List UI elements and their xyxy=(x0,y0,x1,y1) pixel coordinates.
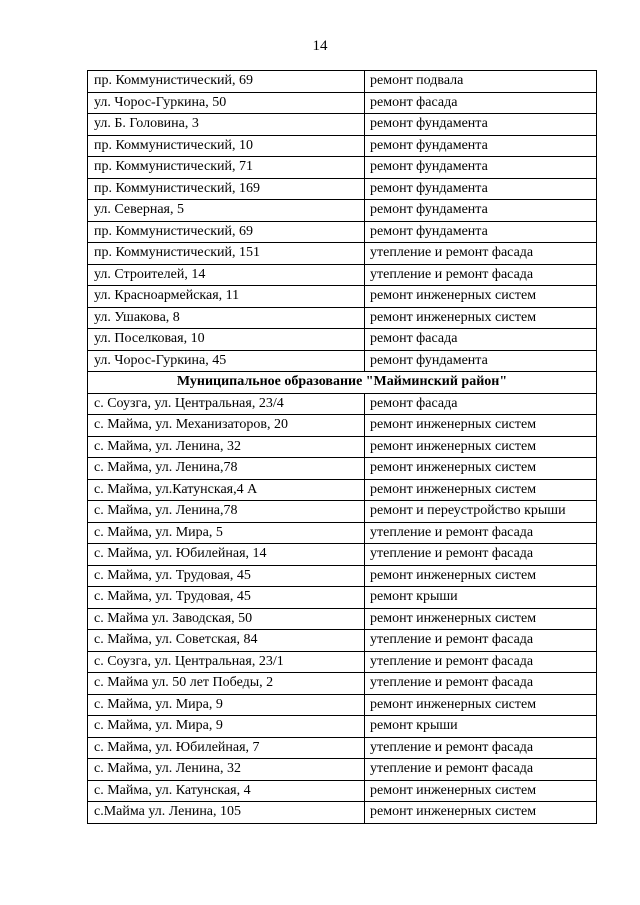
work-type-cell: утепление и ремонт фасада xyxy=(365,522,597,544)
table-row xyxy=(88,673,597,695)
table-row xyxy=(88,415,597,437)
table-row xyxy=(88,630,597,652)
table-row xyxy=(88,307,597,329)
table-row xyxy=(88,694,597,716)
work-type-cell: ремонт фундамента xyxy=(365,178,597,200)
work-type-cell: ремонт инженерных систем xyxy=(365,694,597,716)
address-cell: ул. Ушакова, 8 xyxy=(88,307,365,329)
address-cell: пр. Коммунистический, 69 xyxy=(88,71,365,93)
page-number: 14 xyxy=(312,38,328,54)
work-type-cell: утепление и ремонт фасада xyxy=(365,673,597,695)
table-row xyxy=(88,393,597,415)
work-type-cell: утепление и ремонт фасада xyxy=(365,264,597,286)
table-row xyxy=(88,522,597,544)
work-type-cell: ремонт фасада xyxy=(365,329,597,351)
address-cell: с. Майма, ул.Катунская,4 А xyxy=(88,479,365,501)
address-cell: с. Майма, ул. Ленина, 32 xyxy=(88,436,365,458)
table-row xyxy=(88,264,597,286)
table-row xyxy=(88,565,597,587)
address-cell: ул. Б. Головина, 3 xyxy=(88,114,365,136)
address-cell: с. Майма, ул. Ленина,78 xyxy=(88,458,365,480)
work-type-cell: ремонт подвала xyxy=(365,71,597,93)
address-cell: ул. Северная, 5 xyxy=(88,200,365,222)
work-type-cell: ремонт инженерных систем xyxy=(365,307,597,329)
section-heading: Муниципальное образование "Майминский район" xyxy=(88,372,597,394)
address-cell: с. Майма, ул. Ленина, 32 xyxy=(88,759,365,781)
address-cell: с. Майма, ул. Юбилейная, 7 xyxy=(88,737,365,759)
work-type-cell: утепление и ремонт фасада xyxy=(365,243,597,265)
address-cell: с. Майма, ул. Трудовая, 45 xyxy=(88,587,365,609)
address-cell: с. Соузга, ул. Центральная, 23/4 xyxy=(88,393,365,415)
table-row xyxy=(88,608,597,630)
work-type-cell: ремонт инженерных систем xyxy=(365,415,597,437)
work-type-cell: ремонт крыши xyxy=(365,587,597,609)
address-cell: с. Майма, ул. Механизаторов, 20 xyxy=(88,415,365,437)
table-row xyxy=(88,759,597,781)
work-type-cell: ремонт инженерных систем xyxy=(365,458,597,480)
table-body xyxy=(88,71,597,824)
table-row xyxy=(88,458,597,480)
address-cell: пр. Коммунистический, 169 xyxy=(88,178,365,200)
address-cell: ул. Чорос-Гуркина, 45 xyxy=(88,350,365,372)
table-row xyxy=(88,92,597,114)
work-type-cell: утепление и ремонт фасада xyxy=(365,759,597,781)
address-cell: ул. Строителей, 14 xyxy=(88,264,365,286)
table-row xyxy=(88,221,597,243)
address-cell: с. Майма, ул. Юбилейная, 14 xyxy=(88,544,365,566)
table-row xyxy=(88,200,597,222)
address-cell: с. Майма ул. 50 лет Победы, 2 xyxy=(88,673,365,695)
address-cell: с.Майма ул. Ленина, 105 xyxy=(88,802,365,824)
table-row xyxy=(88,286,597,308)
address-cell: пр. Коммунистический, 10 xyxy=(88,135,365,157)
work-type-cell: ремонт инженерных систем xyxy=(365,479,597,501)
work-type-cell: утепление и ремонт фасада xyxy=(365,651,597,673)
work-type-cell: ремонт инженерных систем xyxy=(365,436,597,458)
work-type-cell: ремонт крыши xyxy=(365,716,597,738)
work-type-cell: утепление и ремонт фасада xyxy=(365,630,597,652)
table-row xyxy=(88,501,597,523)
table-row xyxy=(88,587,597,609)
table-row xyxy=(88,780,597,802)
table-row xyxy=(88,350,597,372)
table-row xyxy=(88,243,597,265)
work-type-cell: утепление и ремонт фасада xyxy=(365,737,597,759)
address-cell: с. Майма, ул. Мира, 9 xyxy=(88,694,365,716)
work-type-cell: ремонт инженерных систем xyxy=(365,286,597,308)
address-cell: с. Майма, ул. Мира, 5 xyxy=(88,522,365,544)
work-type-cell: ремонт фундамента xyxy=(365,135,597,157)
table-row xyxy=(88,544,597,566)
address-cell: с. Майма ул. Заводская, 50 xyxy=(88,608,365,630)
address-cell: пр. Коммунистический, 151 xyxy=(88,243,365,265)
work-type-cell: ремонт инженерных систем xyxy=(365,802,597,824)
table-row xyxy=(88,716,597,738)
section-heading-row xyxy=(88,372,597,394)
table-row xyxy=(88,436,597,458)
address-cell: с. Майма, ул. Советская, 84 xyxy=(88,630,365,652)
work-type-cell: ремонт фасада xyxy=(365,393,597,415)
repair-works-table xyxy=(87,70,597,824)
table-row xyxy=(88,329,597,351)
work-type-cell: утепление и ремонт фасада xyxy=(365,544,597,566)
table-row xyxy=(88,157,597,179)
address-cell: с. Майма, ул. Катунская, 4 xyxy=(88,780,365,802)
table-row xyxy=(88,737,597,759)
table-row xyxy=(88,135,597,157)
address-cell: с. Майма, ул. Ленина,78 xyxy=(88,501,365,523)
work-type-cell: ремонт фундамента xyxy=(365,157,597,179)
table-row xyxy=(88,802,597,824)
work-type-cell: ремонт инженерных систем xyxy=(365,608,597,630)
address-cell: пр. Коммунистический, 71 xyxy=(88,157,365,179)
work-type-cell: ремонт фундамента xyxy=(365,350,597,372)
address-cell: ул. Чорос-Гуркина, 50 xyxy=(88,92,365,114)
table-row xyxy=(88,71,597,93)
address-cell: пр. Коммунистический, 69 xyxy=(88,221,365,243)
table-row xyxy=(88,114,597,136)
address-cell: с. Соузга, ул. Центральная, 23/1 xyxy=(88,651,365,673)
work-type-cell: ремонт инженерных систем xyxy=(365,565,597,587)
address-cell: ул. Красноармейская, 11 xyxy=(88,286,365,308)
address-cell: ул. Поселковая, 10 xyxy=(88,329,365,351)
table-row xyxy=(88,651,597,673)
work-type-cell: ремонт фундамента xyxy=(365,221,597,243)
work-type-cell: ремонт фасада xyxy=(365,92,597,114)
work-type-cell: ремонт фундамента xyxy=(365,114,597,136)
work-type-cell: ремонт фундамента xyxy=(365,200,597,222)
table-row xyxy=(88,178,597,200)
address-cell: с. Майма, ул. Мира, 9 xyxy=(88,716,365,738)
work-type-cell: ремонт инженерных систем xyxy=(365,780,597,802)
address-cell: с. Майма, ул. Трудовая, 45 xyxy=(88,565,365,587)
work-type-cell: ремонт и переустройство крыши xyxy=(365,501,597,523)
table-row xyxy=(88,479,597,501)
